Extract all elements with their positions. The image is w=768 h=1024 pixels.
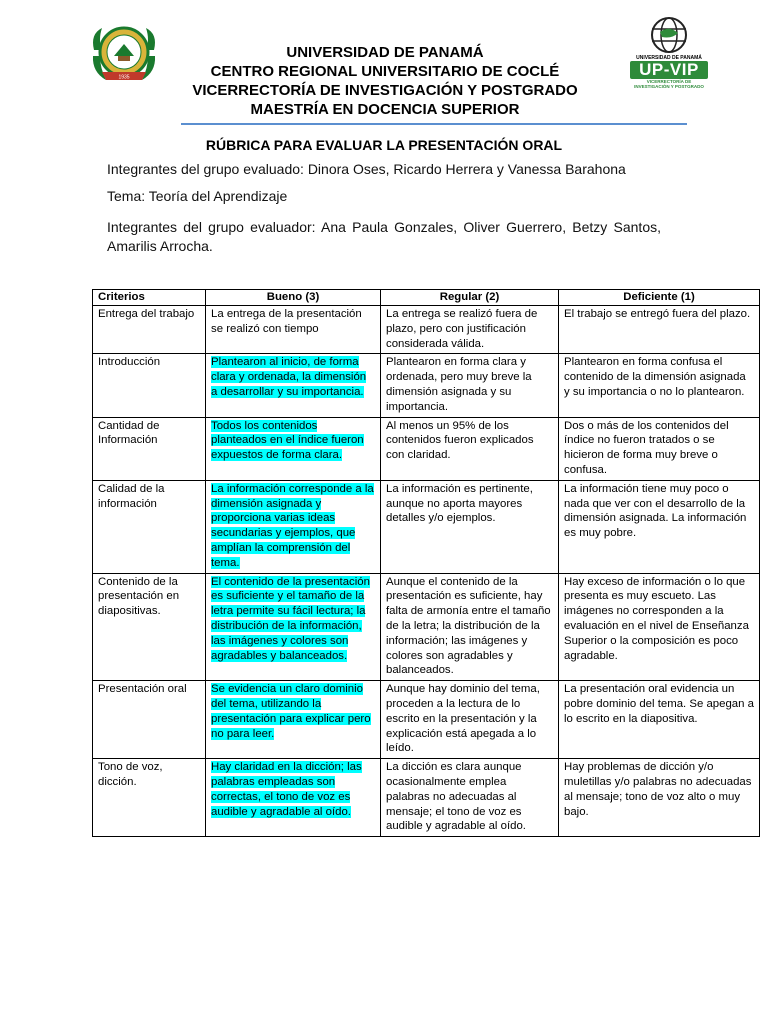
vip-sub-text-2: INVESTIGACIÓN Y POSTGRADO xyxy=(634,84,704,89)
bueno-cell xyxy=(206,417,381,480)
table-header-row xyxy=(93,290,760,306)
column-header-criterios: Criterios xyxy=(93,290,206,306)
bueno-cell xyxy=(206,354,381,417)
criterion-cell: Contenido de la presentación en diapositivas. xyxy=(93,573,206,681)
table-row xyxy=(93,681,760,759)
deficiente-cell: Plantearon en forma confusa el contenido de la dimensión asignada y su importancia o no lo plantearon. xyxy=(559,354,760,417)
bueno-cell xyxy=(206,480,381,573)
criterion-cell: Introducción xyxy=(93,354,206,417)
bueno-cell xyxy=(206,681,381,759)
highlighted-text: La información corresponde a la dimensión asignada y proporciona varias ideas secundarias y ejemplos, que amplían la comprensión del tema. xyxy=(211,482,374,569)
regular-cell: Aunque hay dominio del tema, proceden a la lectura de lo escrito en la presentación y la explicación está apegada a lo leído. xyxy=(381,681,559,759)
deficiente-cell: Dos o más de los contenidos del índice no fueron tratados o se hicieron de forma muy breve o confusa. xyxy=(559,417,760,480)
globe-icon xyxy=(630,15,708,55)
criterion-cell: Cantidad de Información xyxy=(93,417,206,480)
regular-cell: Al menos un 95% de los contenidos fueron explicados con claridad. xyxy=(381,417,559,480)
deficiente-cell: Hay exceso de información o lo que presenta es muy escueto. Las imágenes no corresponden a la evaluación en el nivel de Enseñanza Superior o la composición es poco agradable. xyxy=(559,573,760,681)
highlighted-text: Se evidencia un claro dominio del tema, utilizando la presentación para explicar pero no para leer. xyxy=(211,683,371,740)
header-divider xyxy=(181,123,687,125)
highlighted-text: El contenido de la presentación es suficiente y el tamaño de la letra permite su fácil lectura; la distribución de la información, las imágenes y colores son agradables y balanceados. xyxy=(211,575,370,662)
table-row xyxy=(93,306,760,354)
bueno-cell xyxy=(206,573,381,681)
highlighted-text: Hay claridad en la dicción; las palabras empleadas son correctas, el tono de voz es audible y agradable al oído. xyxy=(211,761,362,818)
regular-cell: La dicción es clara aunque ocasionalmente emplea palabras no adecuadas al mensaje; el tono de voz es audible y agradable al oído. xyxy=(381,759,559,837)
bueno-cell: La entrega de la presentación se realizó con tiempo xyxy=(206,306,381,354)
table-row xyxy=(93,573,760,681)
deficiente-cell: La información tiene muy poco o nada que ver con el desarrollo de la dimensión asignada. La información es muy pobre. xyxy=(559,480,760,573)
column-header-regular: Regular (2) xyxy=(381,290,559,306)
column-header-deficiente: Deficiente (1) xyxy=(559,290,760,306)
rubric-table xyxy=(92,289,760,837)
criterion-cell: Presentación oral xyxy=(93,681,206,759)
table-row xyxy=(93,480,760,573)
header-vice-rectory: VICERRECTORÍA DE INVESTIGACIÓN Y POSTGRADO xyxy=(192,82,578,99)
table-row xyxy=(93,354,760,417)
deficiente-cell: Hay problemas de dicción y/o muletillas y/o palabras no adecuadas al mensaje; tono de voz alto o muy bajo. xyxy=(559,759,760,837)
intro-section xyxy=(107,160,661,264)
document-title: RÚBRICA PARA EVALUAR LA PRESENTACIÓN ORAL xyxy=(205,137,563,153)
university-seal-icon xyxy=(88,20,160,86)
highlighted-text: Plantearon al inicio, de forma clara y ordenada, la dimensión a desarrollar y su importancia. xyxy=(211,356,367,398)
topic: Tema: Teoría del Aprendizaje xyxy=(107,188,288,204)
header-center: CENTRO REGIONAL UNIVERSITARIO DE COCLÉ xyxy=(210,63,560,80)
header-program: MAESTRÍA EN DOCENCIA SUPERIOR xyxy=(250,101,520,118)
regular-cell: La información es pertinente, aunque no aporta mayores detalles y/o ejemplos. xyxy=(381,480,559,573)
column-header-bueno: Bueno (3) xyxy=(206,290,381,306)
up-vip-logo xyxy=(630,15,708,93)
evaluated-group: Integrantes del grupo evaluado: Dinora Oses, Ricardo Herrera y Vanessa Barahona xyxy=(107,161,626,177)
document-header xyxy=(160,43,610,119)
regular-cell: Aunque el contenido de la presentación es suficiente, hay falta de armonía entre el tamaño de la letra; la distribución de la información; las imágenes y colores son agradables y balanceados. xyxy=(381,573,559,681)
regular-cell: La entrega se realizó fuera de plazo, pero con justificación considerada válida. xyxy=(381,306,559,354)
seal-year: 1935 xyxy=(118,74,130,81)
university-seal-logo xyxy=(88,20,160,86)
vip-sub-text-1: VICERRECTORÍA DE xyxy=(646,79,692,84)
vip-top-text: UNIVERSIDAD DE PANAMÁ xyxy=(636,55,702,61)
deficiente-cell: La presentación oral evidencia un pobre dominio del tema. Se apegan a lo escrito en la diapositiva. xyxy=(559,681,760,759)
header-university: UNIVERSIDAD DE PANAMÁ xyxy=(286,44,484,61)
deficiente-cell: El trabajo se entregó fuera del plazo. xyxy=(559,306,760,354)
regular-cell: Plantearon en forma clara y ordenada, pero muy breve la dimensión asignada y su importancia. xyxy=(381,354,559,417)
evaluator-group: Integrantes del grupo evaluador: Ana Paula Gonzales, Oliver Guerrero, Betzy Santos, Amarilis Arrocha. xyxy=(107,219,661,254)
vip-main-text: UP-VIP xyxy=(630,61,708,79)
table-row xyxy=(93,417,760,480)
criterion-cell: Entrega del trabajo xyxy=(93,306,206,354)
criterion-cell: Calidad de la información xyxy=(93,480,206,573)
table-row xyxy=(93,759,760,837)
highlighted-text: Todos los contenidos planteados en el índice fueron expuestos de forma clara. xyxy=(211,419,364,462)
criterion-cell: Tono de voz, dicción. xyxy=(93,759,206,837)
bueno-cell xyxy=(206,759,381,837)
